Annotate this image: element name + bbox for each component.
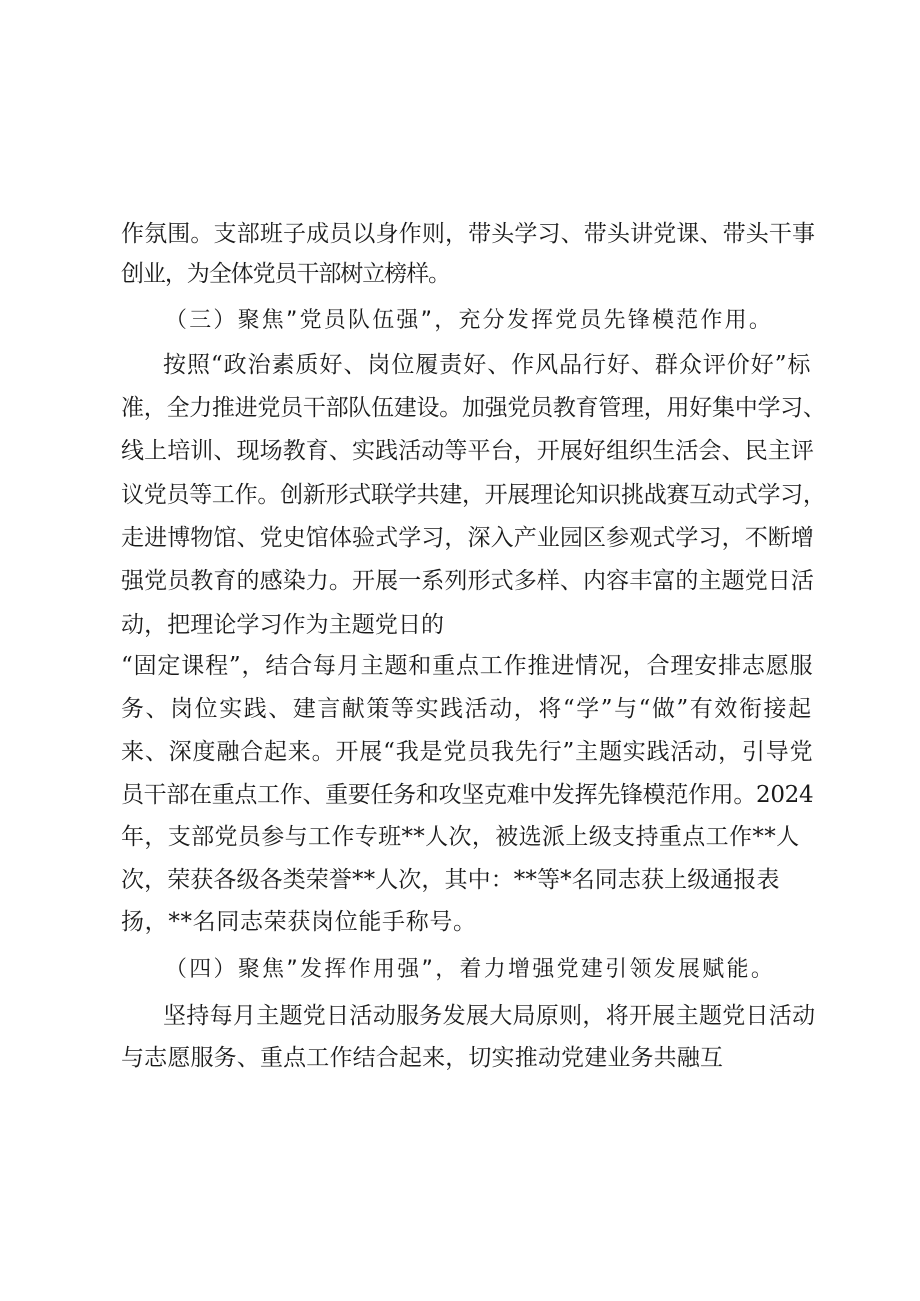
paragraph-line: 作氛围。支部班子成员以身作则，带头学习、带头讲党课、带头干事 bbox=[121, 221, 816, 247]
section-heading: （四）聚焦”发挥作用强”，着力增强党建引领发展赋能。 bbox=[165, 957, 776, 982]
paragraph-line: 来、深度融合起来。开展“我是党员我先行”主题实践活动，引导党 bbox=[121, 739, 814, 765]
paragraph-line: 线上培训、现场教育、实践活动等平台，开展好组织生活会、民主评 bbox=[121, 438, 814, 464]
paragraph-line: 创业，为全体党员干部树立榜样。 bbox=[121, 261, 450, 287]
paragraph-line: 扬，**名同志荣获岗位能手称号。 bbox=[121, 909, 477, 935]
paragraph-line: 与志愿服务、重点工作结合起来，切实推动党建业务共融互 bbox=[121, 1045, 724, 1071]
paragraph-line: 务、岗位实践、建言献策等实践活动，将“学”与“做”有效衔接起 bbox=[121, 696, 813, 722]
paragraph-line: 年，支部党员参与工作专班**人次，被选派上级支持重点工作**人 bbox=[121, 824, 800, 850]
paragraph-line: 员干部在重点工作、重要任务和攻坚克难中发挥先锋模范作用。2024 bbox=[121, 782, 814, 808]
paragraph-line: “固定课程”，结合每月主题和重点工作推进情况，合理安排志愿服 bbox=[121, 653, 814, 679]
section-heading: （三）聚焦”党员队伍强”，充分发挥党员先锋模范作用。 bbox=[165, 308, 774, 333]
paragraph-line: 动，把理论学习作为主题党日的 bbox=[121, 612, 445, 638]
paragraph-line: 议党员等工作。创新形式联学共建，开展理论知识挑战赛互动式学习， bbox=[121, 482, 826, 508]
paragraph-line: 按照“政治素质好、岗位履责好、作风品行好、群众评价好”标 bbox=[163, 352, 812, 378]
paragraph-line: 坚持每月主题党日活动服务发展大局原则，将开展主题党日活动 bbox=[163, 1003, 816, 1029]
paragraph-line: 走进博物馆、党史馆体验式学习，深入产业园区参观式学习，不断增 bbox=[121, 525, 814, 551]
paragraph-line: 次，荣获各级各类荣誉**人次，其中：**等*名同志获上级通报表 bbox=[121, 867, 780, 893]
paragraph-line: 强党员教育的感染力。开展一系列形式多样、内容丰富的主题党日活 bbox=[121, 568, 814, 594]
paragraph-line: 准，全力推进党员干部队伍建设。加强党员教育管理，用好集中学习、 bbox=[121, 395, 826, 421]
